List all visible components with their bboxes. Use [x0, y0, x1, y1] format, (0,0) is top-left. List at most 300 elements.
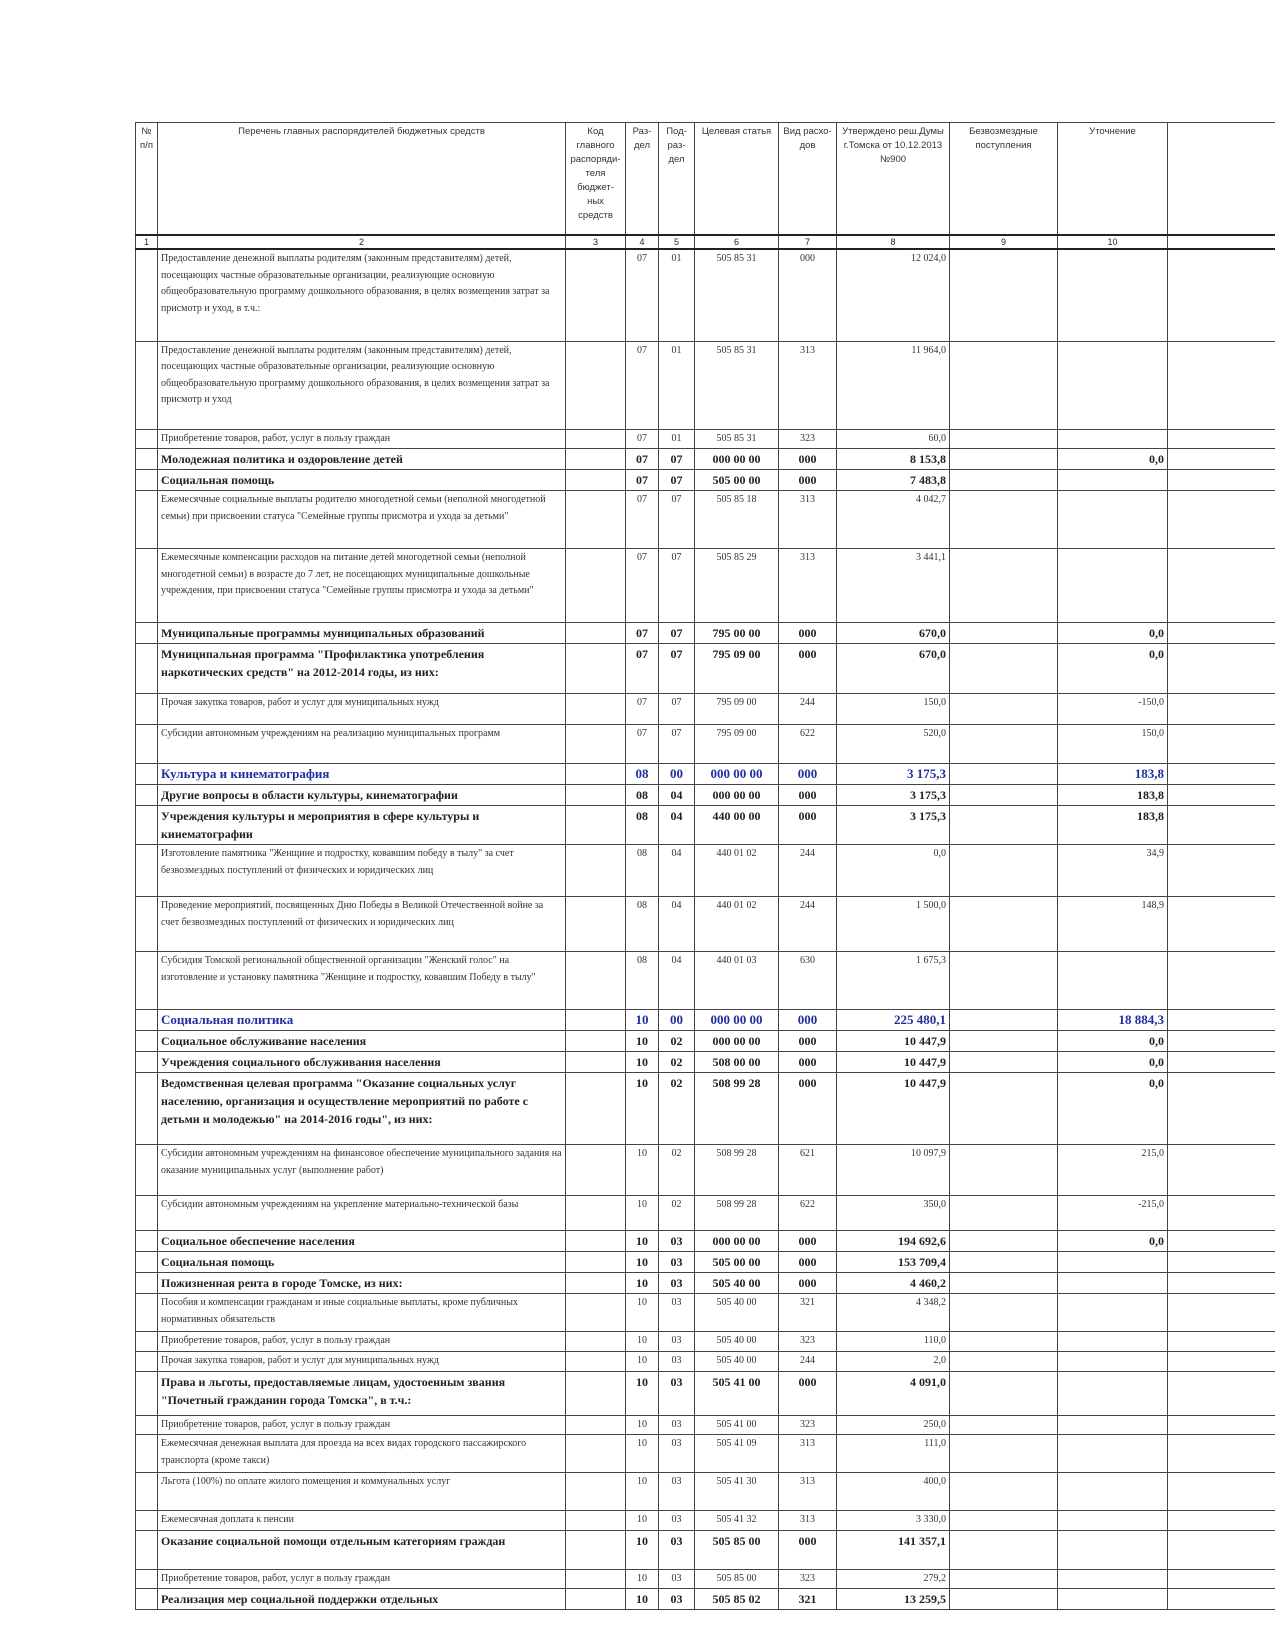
row-extra — [1168, 1569, 1275, 1589]
row-clarification — [1058, 491, 1168, 549]
row-name: Ежемесячные социальные выплаты родителю многодетной семьи (неполной многодетной семьи) при присвоении статуса "Семейные группы присмотра и ухода за детьми" — [158, 491, 566, 549]
col-number: 3 — [566, 235, 626, 249]
row-code — [566, 549, 626, 623]
row-approved: 670,0 — [837, 644, 950, 694]
row-extra — [1168, 1196, 1275, 1231]
row-vid: 313 — [779, 341, 837, 429]
row-code — [566, 1473, 626, 1511]
row-extra — [1168, 549, 1275, 623]
row-name: Оказание социальной помощи отдельным категориям граждан — [158, 1530, 566, 1569]
row-razdel: 10 — [626, 1031, 659, 1052]
row-podrazdel: 07 — [659, 725, 695, 764]
row-statya: 000 00 00 — [695, 764, 779, 785]
row-extra — [1168, 694, 1275, 725]
row-approved: 3 175,3 — [837, 785, 950, 806]
row-code — [566, 1196, 626, 1231]
table-row — [136, 1010, 1275, 1031]
row-razdel: 08 — [626, 845, 659, 897]
row-razdel: 07 — [626, 249, 659, 341]
row-vid: 244 — [779, 1351, 837, 1371]
row-gratuitous — [950, 694, 1058, 725]
col-number: 2 — [158, 235, 566, 249]
row-vid: 622 — [779, 1196, 837, 1231]
row-clarification — [1058, 1294, 1168, 1332]
row-name: Субсидии автономным учреждениям на укрепление материально-технической базы — [158, 1196, 566, 1231]
row-approved: 2,0 — [837, 1351, 950, 1371]
row-podrazdel: 03 — [659, 1473, 695, 1511]
table-row — [136, 1031, 1275, 1052]
row-extra — [1168, 429, 1275, 449]
col-number: 4 — [626, 235, 659, 249]
row-podrazdel: 03 — [659, 1252, 695, 1273]
row-podrazdel: 07 — [659, 470, 695, 491]
row-podrazdel: 07 — [659, 623, 695, 644]
table-row — [136, 725, 1275, 764]
row-name: Льгота (100%) по оплате жилого помещения и коммунальных услуг — [158, 1473, 566, 1511]
header-name: Перечень главных распорядителей бюджетных средств — [158, 123, 566, 236]
row-approved: 4 042,7 — [837, 491, 950, 549]
row-clarification — [1058, 341, 1168, 429]
row-vid: 313 — [779, 1473, 837, 1511]
row-name: Молодежная политика и оздоровление детей — [158, 449, 566, 470]
row-statya: 505 41 32 — [695, 1511, 779, 1531]
row-name: Другие вопросы в области культуры, кинематографии — [158, 785, 566, 806]
row-podrazdel: 04 — [659, 845, 695, 897]
row-gratuitous — [950, 1010, 1058, 1031]
row-statya: 505 40 00 — [695, 1294, 779, 1332]
row-code — [566, 1273, 626, 1294]
row-podrazdel: 03 — [659, 1569, 695, 1589]
row-vid: 000 — [779, 1010, 837, 1031]
row-code — [566, 952, 626, 1010]
row-num-cell — [136, 1371, 158, 1415]
row-code — [566, 897, 626, 952]
row-gratuitous — [950, 1511, 1058, 1531]
row-statya: 508 99 28 — [695, 1145, 779, 1196]
row-approved: 400,0 — [837, 1473, 950, 1511]
row-code — [566, 1231, 626, 1252]
row-razdel: 07 — [626, 623, 659, 644]
row-num-cell — [136, 644, 158, 694]
row-code — [566, 1511, 626, 1531]
row-extra — [1168, 952, 1275, 1010]
row-razdel: 07 — [626, 725, 659, 764]
row-name: Реализация мер социальной поддержки отдельных — [158, 1589, 566, 1610]
row-vid: 000 — [779, 1073, 837, 1145]
table-row — [136, 449, 1275, 470]
row-statya: 000 00 00 — [695, 449, 779, 470]
row-approved: 0,0 — [837, 845, 950, 897]
row-gratuitous — [950, 1196, 1058, 1231]
row-gratuitous — [950, 1569, 1058, 1589]
row-code — [566, 785, 626, 806]
col-number: 1 — [136, 235, 158, 249]
row-approved: 4 460,2 — [837, 1273, 950, 1294]
row-gratuitous — [950, 623, 1058, 644]
row-clarification: 0,0 — [1058, 623, 1168, 644]
row-gratuitous — [950, 785, 1058, 806]
row-gratuitous — [950, 1415, 1058, 1435]
row-vid: 000 — [779, 1273, 837, 1294]
row-num-cell — [136, 1511, 158, 1531]
header-extra — [1168, 123, 1275, 236]
row-extra — [1168, 785, 1275, 806]
row-statya: 505 41 09 — [695, 1435, 779, 1473]
row-approved: 10 447,9 — [837, 1052, 950, 1073]
row-extra — [1168, 449, 1275, 470]
row-extra — [1168, 1371, 1275, 1415]
row-statya: 000 00 00 — [695, 785, 779, 806]
row-clarification: 183,8 — [1058, 764, 1168, 785]
row-extra — [1168, 341, 1275, 429]
row-code — [566, 1073, 626, 1145]
row-statya: 508 99 28 — [695, 1073, 779, 1145]
row-vid: 313 — [779, 491, 837, 549]
row-gratuitous — [950, 429, 1058, 449]
row-clarification: 0,0 — [1058, 1231, 1168, 1252]
header-gratuitous: Безвозмездные поступления — [950, 123, 1058, 236]
row-name: Социальное обслуживание населения — [158, 1031, 566, 1052]
row-name: Субсидия Томской региональной общественной организации "Женский голос" на изготовление и установку памятника "Женщине и подростку, ковавшим Победу в тылу" — [158, 952, 566, 1010]
table-row — [136, 1530, 1275, 1569]
row-code — [566, 845, 626, 897]
table-row — [136, 644, 1275, 694]
row-gratuitous — [950, 1530, 1058, 1569]
row-vid: 323 — [779, 1332, 837, 1352]
row-podrazdel: 03 — [659, 1530, 695, 1569]
row-gratuitous — [950, 1371, 1058, 1415]
row-vid: 323 — [779, 1569, 837, 1589]
table-row — [136, 1273, 1275, 1294]
row-clarification — [1058, 1473, 1168, 1511]
row-gratuitous — [950, 341, 1058, 429]
row-clarification: 148,9 — [1058, 897, 1168, 952]
row-approved: 4 348,2 — [837, 1294, 950, 1332]
row-podrazdel: 03 — [659, 1371, 695, 1415]
row-extra — [1168, 1530, 1275, 1569]
row-podrazdel: 07 — [659, 549, 695, 623]
header-approved: Утверждено реш.Думы г.Томска от 10.12.2013 №900 — [837, 123, 950, 236]
row-podrazdel: 02 — [659, 1031, 695, 1052]
row-razdel: 10 — [626, 1332, 659, 1352]
row-extra — [1168, 1332, 1275, 1352]
row-statya: 440 00 00 — [695, 806, 779, 845]
table-row — [136, 845, 1275, 897]
row-num-cell — [136, 764, 158, 785]
row-extra — [1168, 1031, 1275, 1052]
row-extra — [1168, 725, 1275, 764]
row-name: Приобретение товаров, работ, услуг в пользу граждан — [158, 429, 566, 449]
row-extra — [1168, 1252, 1275, 1273]
row-statya: 000 00 00 — [695, 1231, 779, 1252]
row-statya: 505 85 02 — [695, 1589, 779, 1610]
row-num-cell — [136, 549, 158, 623]
row-razdel: 10 — [626, 1052, 659, 1073]
row-razdel: 07 — [626, 694, 659, 725]
row-statya: 440 01 02 — [695, 845, 779, 897]
row-statya: 505 40 00 — [695, 1351, 779, 1371]
row-num-cell — [136, 1252, 158, 1273]
header-vid: Вид расхо-дов — [779, 123, 837, 236]
row-clarification — [1058, 1351, 1168, 1371]
row-gratuitous — [950, 491, 1058, 549]
row-clarification — [1058, 1252, 1168, 1273]
row-vid: 621 — [779, 1145, 837, 1196]
row-podrazdel: 03 — [659, 1435, 695, 1473]
row-razdel: 08 — [626, 806, 659, 845]
row-clarification: 0,0 — [1058, 644, 1168, 694]
row-podrazdel: 04 — [659, 806, 695, 845]
row-approved: 10 447,9 — [837, 1073, 950, 1145]
row-num-cell — [136, 1231, 158, 1252]
row-gratuitous — [950, 1073, 1058, 1145]
row-vid: 000 — [779, 623, 837, 644]
row-code — [566, 806, 626, 845]
row-statya: 505 40 00 — [695, 1332, 779, 1352]
table-row — [136, 1473, 1275, 1511]
row-name: Приобретение товаров, работ, услуг в пользу граждан — [158, 1332, 566, 1352]
row-num-cell — [136, 806, 158, 845]
row-razdel: 10 — [626, 1415, 659, 1435]
row-podrazdel: 03 — [659, 1511, 695, 1531]
row-extra — [1168, 1231, 1275, 1252]
row-num-cell — [136, 470, 158, 491]
row-razdel: 10 — [626, 1294, 659, 1332]
row-podrazdel: 01 — [659, 341, 695, 429]
row-code — [566, 1351, 626, 1371]
row-vid: 622 — [779, 725, 837, 764]
row-approved: 350,0 — [837, 1196, 950, 1231]
row-code — [566, 725, 626, 764]
row-vid: 323 — [779, 1415, 837, 1435]
header-clarification: Уточнение — [1058, 123, 1168, 236]
row-statya: 505 85 18 — [695, 491, 779, 549]
row-code — [566, 449, 626, 470]
row-vid: 000 — [779, 1530, 837, 1569]
row-name: Предоставление денежной выплаты родителям (законным представителям) детей, посещающих частные образовательные организации, реализующие основную общеобразовательную программу дошкольного образования, в целях возмещения затрат за присмотр и уход, в т.ч.: — [158, 249, 566, 341]
row-vid: 000 — [779, 644, 837, 694]
row-podrazdel: 03 — [659, 1294, 695, 1332]
row-gratuitous — [950, 1351, 1058, 1371]
col-number: 5 — [659, 235, 695, 249]
row-approved: 111,0 — [837, 1435, 950, 1473]
row-clarification: -215,0 — [1058, 1196, 1168, 1231]
row-num-cell — [136, 1569, 158, 1589]
row-podrazdel: 01 — [659, 249, 695, 341]
row-code — [566, 470, 626, 491]
row-clarification: 0,0 — [1058, 1052, 1168, 1073]
table-row — [136, 1252, 1275, 1273]
row-approved: 3 175,3 — [837, 806, 950, 845]
row-name: Изготовление памятника "Женщине и подростку, ковавшим победу в тылу" за счет безвозмездных поступлений от физических и юридических лиц — [158, 845, 566, 897]
row-num-cell — [136, 491, 158, 549]
row-vid: 313 — [779, 1511, 837, 1531]
row-code — [566, 491, 626, 549]
row-approved: 153 709,4 — [837, 1252, 950, 1273]
row-vid: 244 — [779, 897, 837, 952]
row-razdel: 10 — [626, 1010, 659, 1031]
row-vid: 313 — [779, 549, 837, 623]
row-podrazdel: 02 — [659, 1145, 695, 1196]
table-row — [136, 1231, 1275, 1252]
row-gratuitous — [950, 1252, 1058, 1273]
row-razdel: 08 — [626, 785, 659, 806]
row-gratuitous — [950, 1332, 1058, 1352]
row-razdel: 10 — [626, 1371, 659, 1415]
row-name: Социальная помощь — [158, 470, 566, 491]
row-gratuitous — [950, 806, 1058, 845]
row-num-cell — [136, 1031, 158, 1052]
row-code — [566, 1332, 626, 1352]
row-gratuitous — [950, 897, 1058, 952]
row-code — [566, 1415, 626, 1435]
row-vid: 244 — [779, 694, 837, 725]
row-extra — [1168, 1511, 1275, 1531]
table-row — [136, 764, 1275, 785]
table-row — [136, 1351, 1275, 1371]
header-statya: Целевая статья — [695, 123, 779, 236]
row-gratuitous — [950, 1231, 1058, 1252]
row-approved: 1 675,3 — [837, 952, 950, 1010]
row-code — [566, 623, 626, 644]
row-clarification — [1058, 549, 1168, 623]
row-razdel: 10 — [626, 1435, 659, 1473]
row-num-cell — [136, 1589, 158, 1610]
row-approved: 1 500,0 — [837, 897, 950, 952]
row-statya: 505 85 31 — [695, 429, 779, 449]
col-number-extra — [1168, 235, 1275, 249]
row-clarification — [1058, 1530, 1168, 1569]
row-code — [566, 1031, 626, 1052]
header-num: № п/п — [136, 123, 158, 236]
row-clarification: 18 884,3 — [1058, 1010, 1168, 1031]
row-name: Учреждения социального обслуживания населения — [158, 1052, 566, 1073]
row-razdel: 08 — [626, 764, 659, 785]
row-clarification: 0,0 — [1058, 1031, 1168, 1052]
row-vid: 000 — [779, 470, 837, 491]
row-extra — [1168, 470, 1275, 491]
row-razdel: 10 — [626, 1196, 659, 1231]
row-gratuitous — [950, 644, 1058, 694]
row-clarification: 215,0 — [1058, 1145, 1168, 1196]
row-gratuitous — [950, 1435, 1058, 1473]
row-podrazdel: 03 — [659, 1231, 695, 1252]
table-row — [136, 1435, 1275, 1473]
header-code: Код главного распоряди-теля бюджет-ных средств — [566, 123, 626, 236]
table-row — [136, 694, 1275, 725]
row-vid: 000 — [779, 1371, 837, 1415]
row-razdel: 10 — [626, 1351, 659, 1371]
row-vid: 321 — [779, 1589, 837, 1610]
row-vid: 323 — [779, 429, 837, 449]
table-row — [136, 1332, 1275, 1352]
row-statya: 505 85 31 — [695, 341, 779, 429]
row-statya: 505 00 00 — [695, 1252, 779, 1273]
row-clarification: 150,0 — [1058, 725, 1168, 764]
row-statya: 795 09 00 — [695, 694, 779, 725]
row-approved: 3 330,0 — [837, 1511, 950, 1531]
row-podrazdel: 04 — [659, 952, 695, 1010]
row-podrazdel: 07 — [659, 449, 695, 470]
row-num-cell — [136, 249, 158, 341]
row-statya: 505 41 00 — [695, 1415, 779, 1435]
row-clarification — [1058, 1589, 1168, 1610]
row-statya: 508 00 00 — [695, 1052, 779, 1073]
row-num-cell — [136, 1415, 158, 1435]
table-row — [136, 341, 1275, 429]
row-num-cell — [136, 449, 158, 470]
row-podrazdel: 02 — [659, 1052, 695, 1073]
row-name: Социальное обеспечение населения — [158, 1231, 566, 1252]
row-extra — [1168, 1351, 1275, 1371]
row-statya: 508 99 28 — [695, 1196, 779, 1231]
row-name: Предоставление денежной выплаты родителям (законным представителям) детей, посещающих частные образовательные организации, реализующие основную общеобразовательную программу дошкольного образования, в целях возмещения затрат за присмотр и уход — [158, 341, 566, 429]
table-row — [136, 1073, 1275, 1145]
row-gratuitous — [950, 1294, 1058, 1332]
row-razdel: 07 — [626, 644, 659, 694]
row-code — [566, 1569, 626, 1589]
row-clarification: 0,0 — [1058, 449, 1168, 470]
row-gratuitous — [950, 1031, 1058, 1052]
row-num-cell — [136, 694, 158, 725]
row-num-cell — [136, 1530, 158, 1569]
header-podrazdel: Под-раз-дел — [659, 123, 695, 236]
row-name: Ежемесячные компенсации расходов на питание детей многодетной семьи (неполной многодетной семьи) в возрасте до 7 лет, не посещающих муниципальные дошкольные учреждения, при присвоении статуса "Семейные группы присмотра и ухода за детьми" — [158, 549, 566, 623]
table-row — [136, 491, 1275, 549]
row-razdel: 10 — [626, 1473, 659, 1511]
table-row — [136, 785, 1275, 806]
row-razdel: 07 — [626, 429, 659, 449]
row-num-cell — [136, 952, 158, 1010]
row-code — [566, 1010, 626, 1031]
row-razdel: 10 — [626, 1145, 659, 1196]
table-row — [136, 1294, 1275, 1332]
table-row — [136, 1589, 1275, 1610]
row-razdel: 07 — [626, 341, 659, 429]
row-name: Права и льготы, предоставляемые лицам, удостоенным звания "Почетный гражданин города Томска", в т.ч.: — [158, 1371, 566, 1415]
row-approved: 250,0 — [837, 1415, 950, 1435]
row-podrazdel: 03 — [659, 1589, 695, 1610]
row-num-cell — [136, 897, 158, 952]
row-razdel: 07 — [626, 449, 659, 470]
row-podrazdel: 01 — [659, 429, 695, 449]
table-row — [136, 806, 1275, 845]
row-name: Прочая закупка товаров, работ и услуг для муниципальных нужд — [158, 1351, 566, 1371]
row-name: Социальная политика — [158, 1010, 566, 1031]
table-body — [136, 249, 1275, 1610]
table-row — [136, 470, 1275, 491]
row-clarification — [1058, 470, 1168, 491]
row-statya: 440 01 02 — [695, 897, 779, 952]
row-podrazdel: 03 — [659, 1332, 695, 1352]
table-row — [136, 1145, 1275, 1196]
table-row — [136, 1415, 1275, 1435]
row-approved: 520,0 — [837, 725, 950, 764]
row-statya: 795 00 00 — [695, 623, 779, 644]
row-name: Ведомственная целевая программа "Оказание социальных услуг населению, организация и осуществление мероприятий по работе с детьми и молодежью" на 2014-2016 годы", из них: — [158, 1073, 566, 1145]
row-clarification — [1058, 429, 1168, 449]
row-approved: 3 441,1 — [837, 549, 950, 623]
row-code — [566, 1530, 626, 1569]
row-razdel: 10 — [626, 1511, 659, 1531]
row-approved: 60,0 — [837, 429, 950, 449]
row-code — [566, 249, 626, 341]
row-statya: 505 85 00 — [695, 1569, 779, 1589]
row-gratuitous — [950, 725, 1058, 764]
row-code — [566, 694, 626, 725]
row-approved: 141 357,1 — [837, 1530, 950, 1569]
row-statya: 505 41 30 — [695, 1473, 779, 1511]
